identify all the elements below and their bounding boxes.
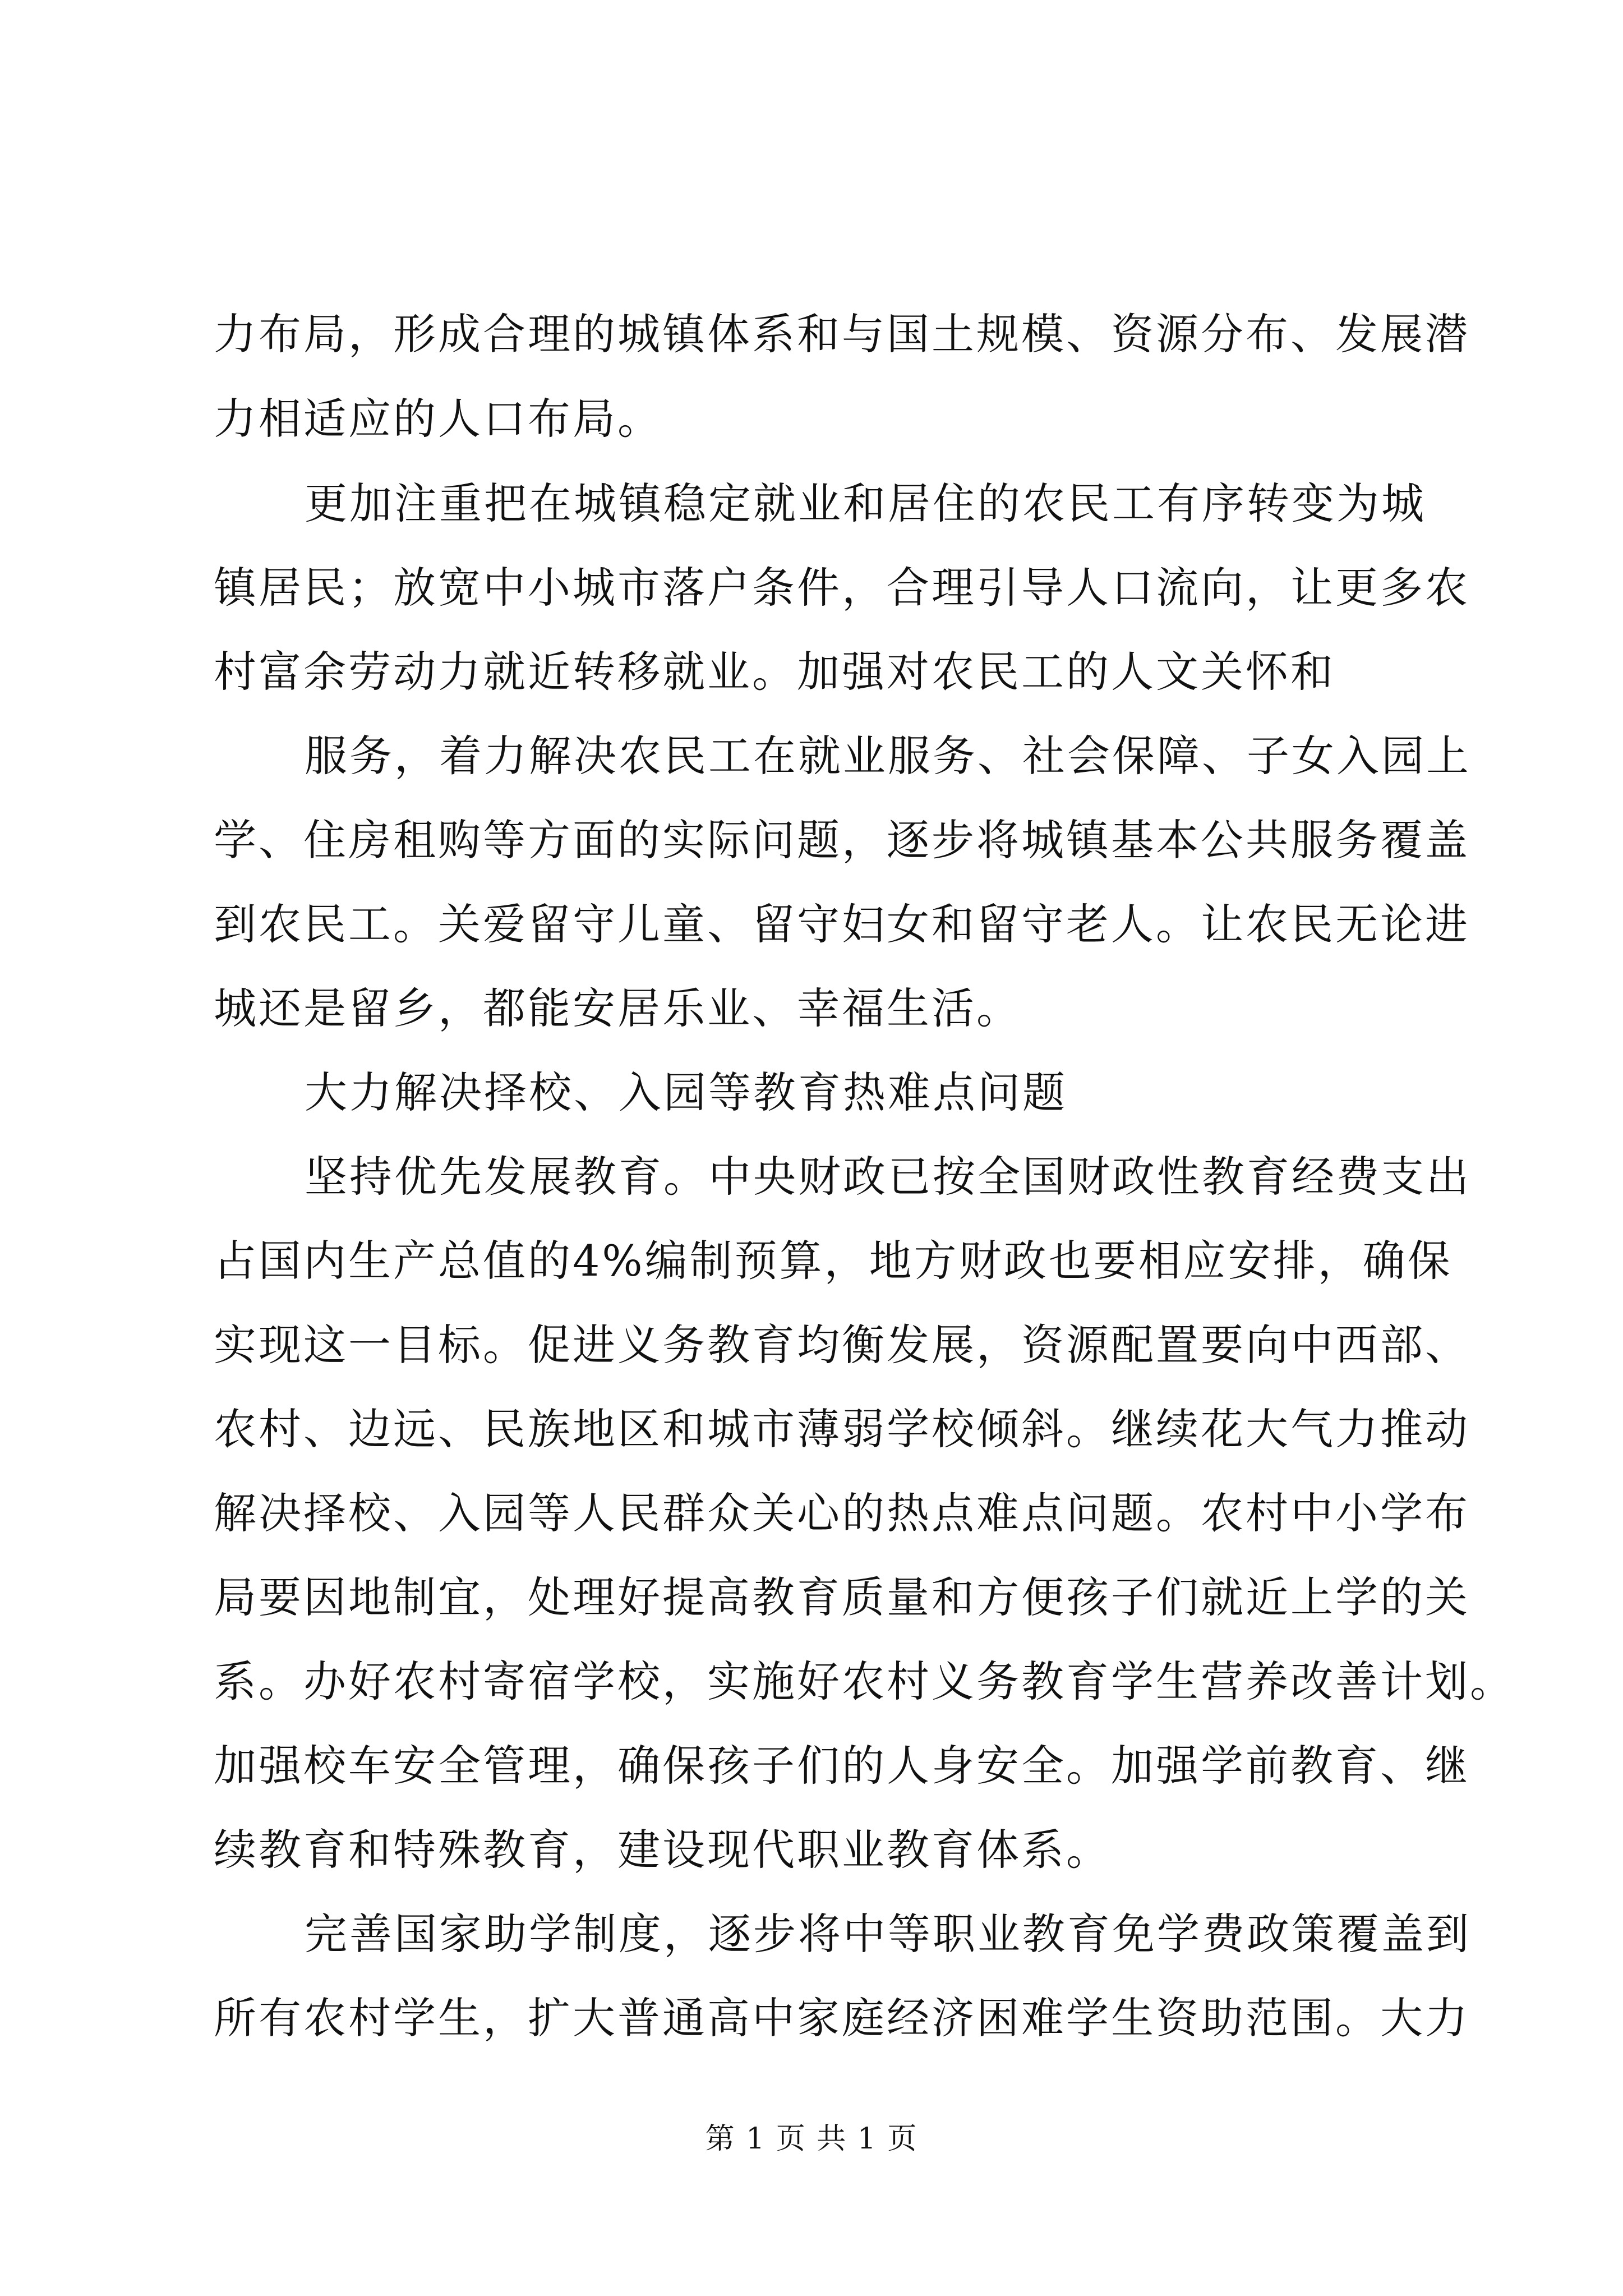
text-line: 局要因地制宜，处理好提高教育质量和方便孩子们就近上学的关 (214, 1572, 1470, 1622)
text-line: 城还是留乡，都能安居乐业、幸福生活。 (214, 983, 1021, 1033)
text-line: 更加注重把在城镇稳定就业和居住的农民工有序转变为城 (305, 478, 1426, 528)
text-line: 到农民工。关爱留守儿童、留守妇女和留守老人。让农民无论进 (214, 899, 1470, 949)
text-line: 坚持优先发展教育。中央财政已按全国财政性教育经费支出 (305, 1152, 1471, 1202)
page-number: 第 1 页 共 1 页 (705, 2122, 918, 2156)
text-line: 学、住房租购等方面的实际问题，逐步将城镇基本公共服务覆盖 (214, 815, 1470, 865)
text-line: 村富余劳动力就近转移就业。加强对农民工的人文关怀和 (214, 647, 1335, 697)
text-line: 解决择校、入园等人民群众关心的热点难点问题。农村中小学布 (214, 1488, 1470, 1538)
text-line: 所有农村学生，扩大普通高中家庭经济困难学生资助范围。大力 (214, 1993, 1470, 2043)
text-line: 镇居民；放宽中小城市落户条件，合理引导人口流向，让更多农 (214, 563, 1470, 613)
text-line: 力布局，形成合理的城镇体系和与国土规模、资源分布、发展潜 (214, 309, 1470, 359)
text-line: 占国内生产总值的4%编制预算，地方财政也要相应安排，确保 (214, 1236, 1453, 1286)
text-line: 续教育和特殊教育，建设现代职业教育体系。 (214, 1825, 1111, 1875)
text-line: 加强校车安全管理，确保孩子们的人身安全。加强学前教育、继 (214, 1741, 1470, 1791)
section-heading: 大力解决择校、入园等教育热难点问题 (305, 1068, 1067, 1117)
text-line: 服务，着力解决农民工在就业服务、社会保障、子女入园上 (305, 731, 1471, 781)
text-line: 系。办好农村寄宿学校，实施好农村义务教育学生营养改善计划。 (214, 1657, 1515, 1706)
text-line: 力相适应的人口布局。 (214, 394, 662, 444)
text-line: 实现这一目标。促进义务教育均衡发展，资源配置要向中西部、 (214, 1320, 1470, 1370)
text-line: 完善国家助学制度，逐步将中等职业教育免学费政策覆盖到 (305, 1909, 1471, 1959)
text-line: 农村、边远、民族地区和城市薄弱学校倾斜。继续花大气力推动 (214, 1404, 1470, 1454)
